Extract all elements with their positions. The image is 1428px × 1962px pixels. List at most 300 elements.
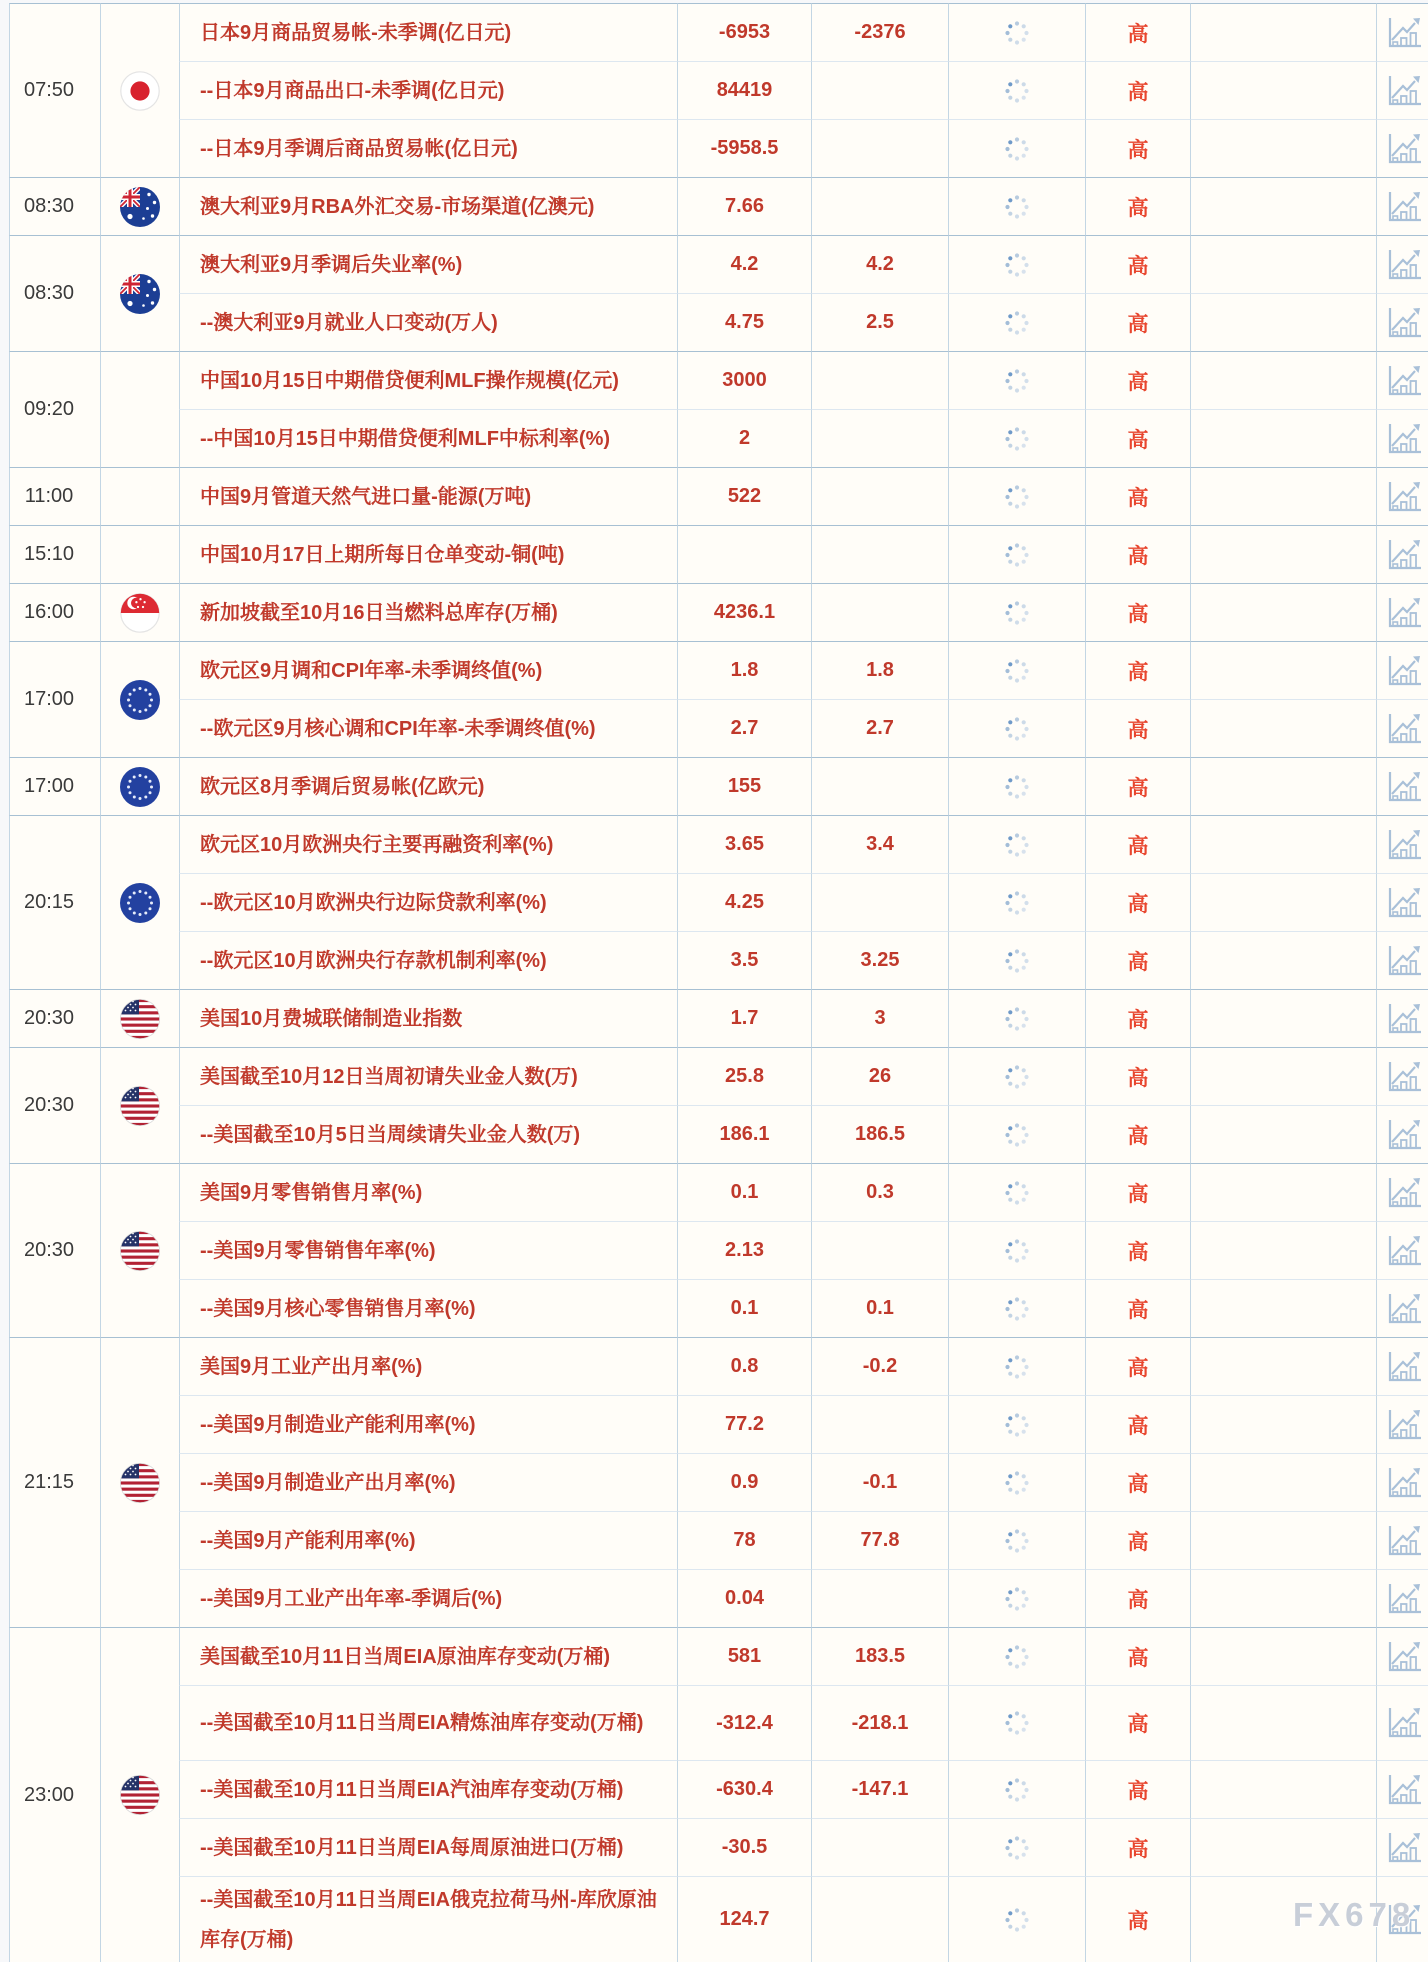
empty-cell [1190,989,1376,1047]
chart-button[interactable] [1376,525,1428,583]
forecast-value [811,119,948,177]
actual-value: 3.65 [677,815,811,873]
event-name: --美国9月零售销售年率(%) [179,1221,677,1279]
time-cell: 21:15 [9,1337,100,1627]
status-loading-cell [948,1453,1085,1511]
loading-spinner-icon [1003,1121,1031,1149]
event-row [9,351,1428,409]
chart-button[interactable] [1376,177,1428,235]
status-loading-cell [948,1627,1085,1685]
event-row [9,1221,1428,1279]
event-row [9,1163,1428,1221]
actual-value: 3000 [677,351,811,409]
time-cell: 20:30 [9,989,100,1047]
importance-badge: 高 [1085,815,1190,873]
event-name: 澳大利亚9月季调后失业率(%) [179,235,677,293]
event-row [9,3,1428,61]
trend-chart-icon [1383,943,1423,979]
chart-button[interactable] [1376,989,1428,1047]
status-loading-cell [948,235,1085,293]
actual-value: 77.2 [677,1395,811,1453]
loading-spinner-icon [1003,251,1031,279]
status-loading-cell [948,583,1085,641]
time-cell: 20:30 [9,1047,100,1163]
chart-button[interactable] [1376,1279,1428,1337]
event-name: --美国9月产能利用率(%) [179,1511,677,1569]
forecast-value [811,583,948,641]
actual-value: -6953 [677,3,811,61]
empty-cell [1190,1569,1376,1627]
eu-flag-cell [100,641,179,757]
importance-badge: 高 [1085,351,1190,409]
actual-value: 522 [677,467,811,525]
actual-value: 4.75 [677,293,811,351]
event-name: --欧元区9月核心调和CPI年率-未季调终值(%) [179,699,677,757]
trend-chart-icon [1383,1117,1423,1153]
chart-button[interactable] [1376,293,1428,351]
trend-chart-icon [1383,595,1423,631]
forecast-value [811,757,948,815]
empty-cell [1190,1685,1376,1760]
status-loading-cell [948,757,1085,815]
eu-flag-cell [100,757,179,815]
trend-chart-icon [1383,827,1423,863]
event-row [9,467,1428,525]
status-loading-cell [948,931,1085,989]
trend-chart-icon [1383,1175,1423,1211]
japan-flag-cell [100,3,179,177]
trend-chart-icon [1383,189,1423,225]
loading-spinner-icon [1003,193,1031,221]
loading-spinner-icon [1003,599,1031,627]
status-loading-cell [948,989,1085,1047]
empty-cell [1190,699,1376,757]
event-name: --日本9月季调后商品贸易帐(亿日元) [179,119,677,177]
forecast-value: -2376 [811,3,948,61]
event-name: --中国10月15日中期借贷便利MLF中标利率(%) [179,409,677,467]
event-row [9,1105,1428,1163]
status-loading-cell [948,1395,1085,1453]
trend-chart-icon [1383,363,1423,399]
singapore-flag-icon [120,593,160,633]
event-name: 欧元区10月欧洲央行主要再融资利率(%) [179,815,677,873]
importance-badge: 高 [1085,1569,1190,1627]
trend-chart-icon [1383,1639,1423,1675]
forecast-value: 2.5 [811,293,948,351]
chart-button[interactable] [1376,1105,1428,1163]
event-name: 中国9月管道天然气进口量-能源(万吨) [179,467,677,525]
trend-chart-icon [1383,1465,1423,1501]
forecast-value: -147.1 [811,1760,948,1818]
eu-flag-icon [120,767,160,807]
event-row [9,1337,1428,1395]
status-loading-cell [948,1760,1085,1818]
loading-spinner-icon [1003,773,1031,801]
chart-button[interactable] [1376,409,1428,467]
event-row [9,1760,1428,1818]
event-row [9,1453,1428,1511]
event-row [9,1627,1428,1685]
event-row [9,1511,1428,1569]
importance-badge: 高 [1085,989,1190,1047]
forecast-value: -218.1 [811,1685,948,1760]
forecast-value [811,1221,948,1279]
forecast-value: 77.8 [811,1511,948,1569]
time-cell: 11:00 [9,467,100,525]
importance-badge: 高 [1085,119,1190,177]
actual-value: 84419 [677,61,811,119]
us-flag-cell [100,1627,179,1962]
forecast-value [811,1818,948,1876]
event-name: 美国截至10月12日当周初请失业金人数(万) [179,1047,677,1105]
loading-spinner-icon [1003,1643,1031,1671]
trend-chart-icon [1383,537,1423,573]
event-row [9,1395,1428,1453]
trend-chart-icon [1383,131,1423,167]
event-row [9,1047,1428,1105]
event-name: 日本9月商品贸易帐-未季调(亿日元) [179,3,677,61]
forecast-value [811,525,948,583]
forecast-value: 4.2 [811,235,948,293]
us-flag-cell [100,1337,179,1627]
chart-button[interactable] [1376,931,1428,989]
loading-spinner-icon [1003,1237,1031,1265]
loading-spinner-icon [1003,657,1031,685]
forecast-value: 2.7 [811,699,948,757]
trend-chart-icon [1383,421,1423,457]
time-cell: 16:00 [9,583,100,641]
event-row [9,641,1428,699]
chart-button[interactable] [1376,1047,1428,1105]
event-row [9,525,1428,583]
event-name: --美国9月核心零售销售月率(%) [179,1279,677,1337]
event-row [9,61,1428,119]
importance-badge: 高 [1085,61,1190,119]
us-flag-icon [120,1775,160,1815]
chart-button[interactable] [1376,1511,1428,1569]
importance-badge: 高 [1085,1221,1190,1279]
actual-value: 78 [677,1511,811,1569]
importance-badge: 高 [1085,293,1190,351]
chart-button[interactable] [1376,1627,1428,1685]
event-name: --美国截至10月11日当周EIA精炼油库存变动(万桶) [179,1685,677,1760]
loading-spinner-icon [1003,1585,1031,1613]
australia-flag-cell [100,177,179,235]
event-row [9,1279,1428,1337]
japan-flag-icon [120,71,160,111]
event-name: 美国9月零售销售月率(%) [179,1163,677,1221]
trend-chart-icon [1383,1233,1423,1269]
loading-spinner-icon [1003,1906,1031,1934]
importance-badge: 高 [1085,1876,1190,1962]
empty-cell [1190,1163,1376,1221]
event-name: --美国截至10月11日当周EIA每周原油进口(万桶) [179,1818,677,1876]
status-loading-cell [948,815,1085,873]
trend-chart-icon [1383,15,1423,51]
event-name: --澳大利亚9月就业人口变动(万人) [179,293,677,351]
chart-button[interactable] [1376,235,1428,293]
us-flag-icon [120,999,160,1039]
status-loading-cell [948,467,1085,525]
importance-badge: 高 [1085,409,1190,467]
empty-cell [1190,815,1376,873]
actual-value: -30.5 [677,1818,811,1876]
flag-cell-empty [100,351,179,467]
empty-cell [1190,293,1376,351]
forecast-value: 3.25 [811,931,948,989]
event-name: 欧元区8月季调后贸易帐(亿欧元) [179,757,677,815]
event-name: 欧元区9月调和CPI年率-未季调终值(%) [179,641,677,699]
empty-cell [1190,1337,1376,1395]
trend-chart-icon [1383,1059,1423,1095]
event-row [9,757,1428,815]
chart-button[interactable] [1376,1221,1428,1279]
australia-flag-icon [120,187,160,227]
chart-button[interactable] [1376,61,1428,119]
time-cell: 20:15 [9,815,100,989]
chart-button[interactable] [1376,583,1428,641]
empty-cell [1190,525,1376,583]
loading-spinner-icon [1003,1469,1031,1497]
event-row [9,815,1428,873]
actual-value: 0.1 [677,1163,811,1221]
importance-badge: 高 [1085,1818,1190,1876]
event-name: 美国9月工业产出月率(%) [179,1337,677,1395]
importance-badge: 高 [1085,583,1190,641]
empty-cell [1190,1221,1376,1279]
flag-cell-empty [100,467,179,525]
event-name: --美国截至10月5日当周续请失业金人数(万) [179,1105,677,1163]
eu-flag-icon [120,883,160,923]
forecast-value: 0.1 [811,1279,948,1337]
loading-spinner-icon [1003,715,1031,743]
event-row [9,873,1428,931]
trend-chart-icon [1383,1523,1423,1559]
trend-chart-icon [1383,1772,1423,1808]
empty-cell [1190,409,1376,467]
time-cell: 08:30 [9,235,100,351]
status-loading-cell [948,1511,1085,1569]
loading-spinner-icon [1003,831,1031,859]
chart-button[interactable] [1376,119,1428,177]
event-name: 美国截至10月11日当周EIA原油库存变动(万桶) [179,1627,677,1685]
status-loading-cell [948,1685,1085,1760]
us-flag-icon [120,1463,160,1503]
loading-spinner-icon [1003,1353,1031,1381]
empty-cell [1190,1453,1376,1511]
forecast-value [811,409,948,467]
forecast-value: -0.1 [811,1453,948,1511]
status-loading-cell [948,699,1085,757]
empty-cell [1190,119,1376,177]
loading-spinner-icon [1003,947,1031,975]
importance-badge: 高 [1085,873,1190,931]
time-cell: 20:30 [9,1163,100,1337]
forecast-value [811,1876,948,1962]
trend-chart-icon [1383,653,1423,689]
empty-cell [1190,1511,1376,1569]
actual-value: 581 [677,1627,811,1685]
importance-badge: 高 [1085,467,1190,525]
time-cell: 15:10 [9,525,100,583]
loading-spinner-icon [1003,309,1031,337]
status-loading-cell [948,409,1085,467]
actual-value: 4.25 [677,873,811,931]
forecast-value: 0.3 [811,1163,948,1221]
flag-cell-empty [100,525,179,583]
chart-button[interactable] [1376,1569,1428,1627]
event-row [9,699,1428,757]
chart-button[interactable] [1376,467,1428,525]
us-flag-cell [100,1163,179,1337]
empty-cell [1190,351,1376,409]
forecast-value: 1.8 [811,641,948,699]
chart-button[interactable] [1376,351,1428,409]
chart-button[interactable] [1376,699,1428,757]
actual-value [677,525,811,583]
empty-cell [1190,583,1376,641]
status-loading-cell [948,1337,1085,1395]
empty-cell [1190,1279,1376,1337]
empty-cell [1190,1047,1376,1105]
loading-spinner-icon [1003,541,1031,569]
trend-chart-icon [1383,1705,1423,1741]
empty-cell [1190,1395,1376,1453]
empty-cell [1190,1627,1376,1685]
status-loading-cell [948,351,1085,409]
actual-value: 4236.1 [677,583,811,641]
importance-badge: 高 [1085,525,1190,583]
actual-value: 0.1 [677,1279,811,1337]
forecast-value [811,467,948,525]
chart-button[interactable] [1376,1453,1428,1511]
actual-value: 25.8 [677,1047,811,1105]
chart-button[interactable] [1376,1337,1428,1395]
trend-chart-icon [1383,769,1423,805]
forecast-value: 186.5 [811,1105,948,1163]
actual-value: 2.7 [677,699,811,757]
trend-chart-icon [1383,711,1423,747]
trend-chart-icon [1383,1001,1423,1037]
chart-button[interactable] [1376,641,1428,699]
loading-spinner-icon [1003,1527,1031,1555]
empty-cell [1190,235,1376,293]
loading-spinner-icon [1003,1834,1031,1862]
chart-button[interactable] [1376,1163,1428,1221]
importance-badge: 高 [1085,1627,1190,1685]
chart-button[interactable] [1376,1685,1428,1760]
status-loading-cell [948,641,1085,699]
actual-value: 2 [677,409,811,467]
australia-flag-icon [120,274,160,314]
importance-badge: 高 [1085,1760,1190,1818]
importance-badge: 高 [1085,1163,1190,1221]
importance-badge: 高 [1085,1685,1190,1760]
chart-button[interactable] [1376,3,1428,61]
time-cell: 17:00 [9,757,100,815]
loading-spinner-icon [1003,1179,1031,1207]
loading-spinner-icon [1003,77,1031,105]
empty-cell [1190,1818,1376,1876]
chart-button[interactable] [1376,757,1428,815]
trend-chart-icon [1383,1349,1423,1385]
importance-badge: 高 [1085,235,1190,293]
actual-value: -630.4 [677,1760,811,1818]
empty-cell [1190,757,1376,815]
chart-button[interactable] [1376,873,1428,931]
trend-chart-icon [1383,1581,1423,1617]
event-row [9,177,1428,235]
importance-badge: 高 [1085,3,1190,61]
event-name: --欧元区10月欧洲央行存款机制利率(%) [179,931,677,989]
loading-spinner-icon [1003,1411,1031,1439]
loading-spinner-icon [1003,425,1031,453]
loading-spinner-icon [1003,1005,1031,1033]
status-loading-cell [948,61,1085,119]
forecast-value [811,1569,948,1627]
actual-value: 0.04 [677,1569,811,1627]
event-name: --美国截至10月11日当周EIA汽油库存变动(万桶) [179,1760,677,1818]
chart-button[interactable] [1376,815,1428,873]
forecast-value [811,873,948,931]
event-row [9,1818,1428,1876]
forecast-value: -0.2 [811,1337,948,1395]
loading-spinner-icon [1003,483,1031,511]
actual-value: 0.9 [677,1453,811,1511]
event-row [9,931,1428,989]
actual-value: 186.1 [677,1105,811,1163]
chart-button[interactable] [1376,1395,1428,1453]
actual-value: 4.2 [677,235,811,293]
status-loading-cell [948,873,1085,931]
forecast-value [811,1395,948,1453]
empty-cell [1190,641,1376,699]
status-loading-cell [948,119,1085,177]
event-name: 中国10月17日上期所每日仓单变动-铜(吨) [179,525,677,583]
forecast-value: 3.4 [811,815,948,873]
singapore-flag-cell [100,583,179,641]
trend-chart-icon [1383,1291,1423,1327]
trend-chart-icon [1383,1407,1423,1443]
empty-cell [1190,1105,1376,1163]
event-name: --美国9月工业产出年率-季调后(%) [179,1569,677,1627]
event-name: 澳大利亚9月RBA外汇交易-市场渠道(亿澳元) [179,177,677,235]
chart-button[interactable] [1376,1818,1428,1876]
actual-value: -5958.5 [677,119,811,177]
trend-chart-icon [1383,479,1423,515]
loading-spinner-icon [1003,1776,1031,1804]
event-row [9,119,1428,177]
status-loading-cell [948,177,1085,235]
status-loading-cell [948,1221,1085,1279]
actual-value: -312.4 [677,1685,811,1760]
actual-value: 124.7 [677,1876,811,1962]
event-row [9,1876,1428,1962]
actual-value: 2.13 [677,1221,811,1279]
chart-button[interactable] [1376,1760,1428,1818]
importance-badge: 高 [1085,177,1190,235]
loading-spinner-icon [1003,367,1031,395]
empty-cell [1190,177,1376,235]
event-row [9,583,1428,641]
actual-value: 1.7 [677,989,811,1047]
fx678-watermark: FX678 [1293,1896,1416,1933]
trend-chart-icon [1383,247,1423,283]
importance-badge: 高 [1085,641,1190,699]
importance-badge: 高 [1085,1105,1190,1163]
empty-cell [1190,3,1376,61]
event-row [9,409,1428,467]
